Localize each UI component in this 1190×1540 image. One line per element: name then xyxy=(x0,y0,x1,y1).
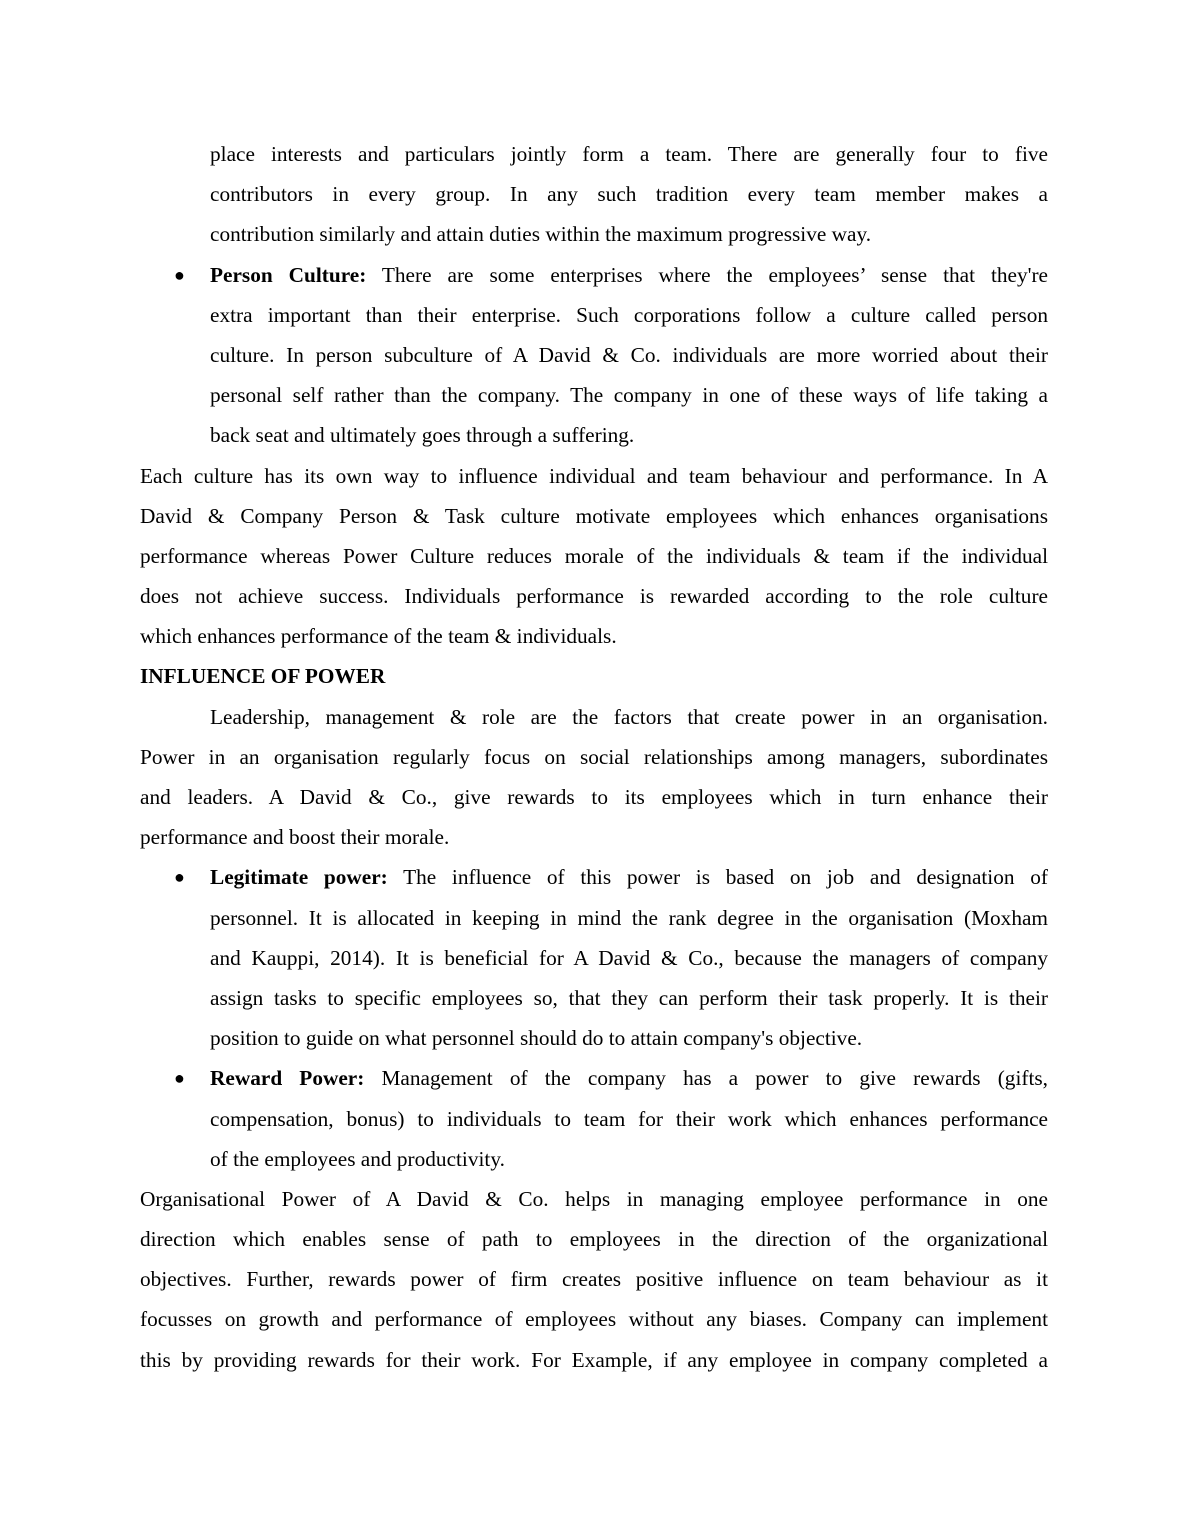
text-line: culture. In person subculture of A David & Co. individuals are more worried about their xyxy=(210,342,1048,367)
text-line: back seat and ultimately goes through a suffering. xyxy=(210,423,635,448)
text-line: performance whereas Power Culture reduces morale of the individuals & team if the individual xyxy=(140,543,1048,568)
text-line: of the employees and productivity. xyxy=(210,1146,505,1171)
paragraph xyxy=(140,134,1048,255)
text-line: contribution similarly and attain duties within the maximum progressive way. xyxy=(210,222,872,247)
text-line: David & Company Person & Task culture motivate employees which enhances organisations xyxy=(140,503,1048,528)
text-line xyxy=(210,255,1048,295)
text-line: Leadership, management & role are the factors that create power in an organisation. xyxy=(210,704,1048,729)
document-page xyxy=(140,134,1048,1380)
text-line: and leaders. A David & Co., give rewards to its employees which in turn enhance their xyxy=(140,785,1048,809)
bullet-icon: ● xyxy=(174,1068,185,1089)
bullet-text: The influence of this power is based on job and designation of xyxy=(387,865,1048,890)
text-line: focusses on growth and performance of employees without any biases. Company can implement xyxy=(140,1307,1048,1332)
text-line: Organisational Power of A David & Co. helps in managing employee performance in one xyxy=(140,1186,1048,1211)
text-line: objectives. Further, rewards power of firm creates positive influence on team behaviour as it xyxy=(140,1267,1048,1292)
text-line: place interests and particulars jointly form a team. There are generally four to five xyxy=(210,142,1048,166)
text-line: personal self rather than the company. The company in one of these ways of life taking a xyxy=(210,383,1048,408)
text-line: and Kauppi, 2014). It is beneficial for A David & Co., because the managers of company xyxy=(210,945,1048,970)
text-line: extra important than their enterprise. Such corporations follow a culture called person xyxy=(210,302,1048,327)
bullet-item xyxy=(140,857,1048,1058)
bullet-title: Legitimate power: xyxy=(210,865,388,890)
bullet-item xyxy=(140,255,1048,456)
section-heading xyxy=(140,656,1048,696)
bullet-text: There are some enterprises where the employees’ sense that they're xyxy=(366,262,1049,287)
text-line: Power in an organisation regularly focus on social relationships among managers, subordinates xyxy=(140,744,1048,769)
text-line: which enhances performance of the team & individuals. xyxy=(140,624,617,649)
text-line: position to guide on what personnel should do to attain company's objective. xyxy=(210,1026,863,1051)
text-line: personnel. It is allocated in keeping in mind the rank degree in the organisation (Moxham xyxy=(210,905,1048,930)
bullet-item xyxy=(140,1058,1048,1179)
text-line: contributors in every group. In any such tradition every team member makes a xyxy=(210,182,1048,207)
paragraph xyxy=(140,456,1048,657)
text-line: assign tasks to specific employees so, that they can perform their task properly. It is their xyxy=(210,985,1048,1010)
bullet-icon: ● xyxy=(174,264,185,285)
bullet-text: Management of the company has a power to give rewards (gifts, xyxy=(364,1066,1048,1091)
paragraph xyxy=(140,697,1048,858)
text-line: this by providing rewards for their work. For Example, if any employee in company completed a xyxy=(140,1347,1048,1372)
bullet-title: Person Culture: xyxy=(210,262,367,287)
bullet-icon: ● xyxy=(174,867,185,888)
text-line: direction which enables sense of path to employees in the direction of the organizational xyxy=(140,1227,1048,1252)
text-line xyxy=(210,1058,1048,1098)
bullet-title: Reward Power: xyxy=(210,1066,365,1091)
paragraph xyxy=(140,1179,1048,1380)
text-line: compensation, bonus) to individuals to team for their work which enhances performance xyxy=(210,1106,1048,1131)
text-line xyxy=(210,857,1048,897)
text-line: does not achieve success. Individuals performance is rewarded according to the role culture xyxy=(140,584,1048,609)
text-line: performance and boost their morale. xyxy=(140,825,450,850)
text-line: INFLUENCE OF POWER xyxy=(140,664,386,689)
text-line: Each culture has its own way to influence individual and team behaviour and performance. In A xyxy=(140,463,1048,488)
